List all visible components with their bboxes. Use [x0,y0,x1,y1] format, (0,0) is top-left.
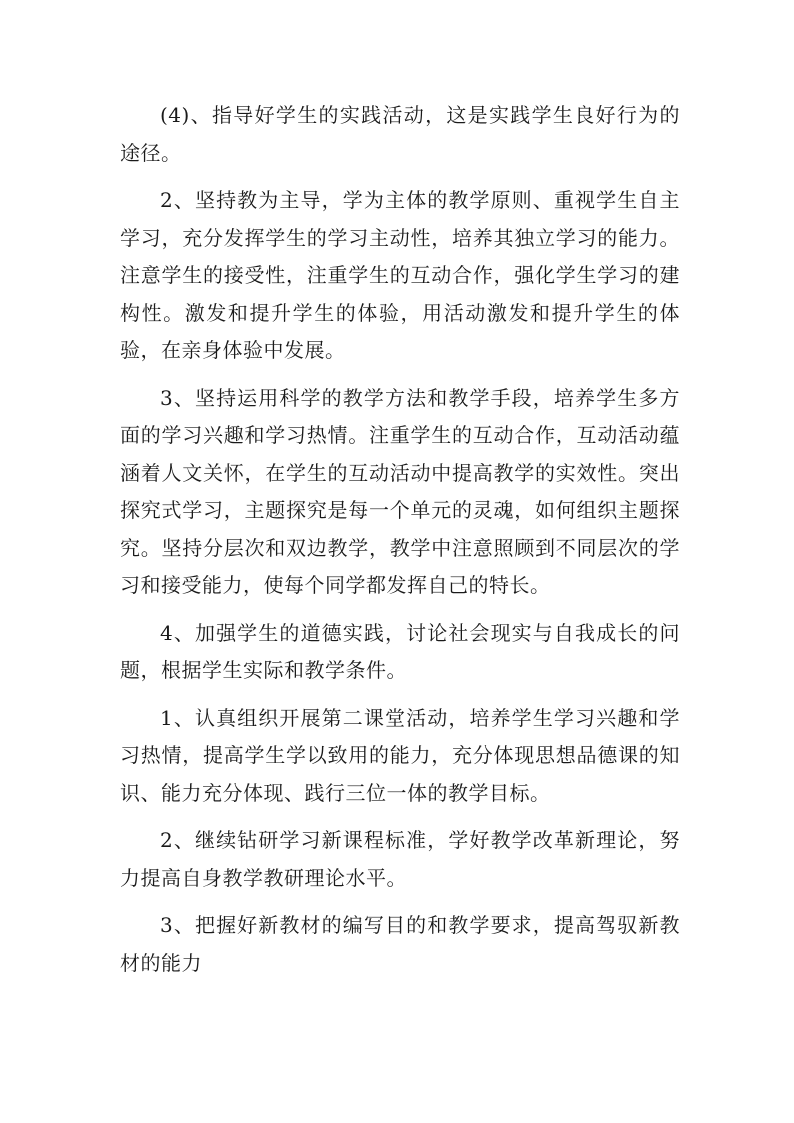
paragraph-new-textbook: 3、把握好新教材的编写目的和教学要求，提高驾驭新教材的能力 [120,913,680,975]
paragraph-moral-practice: 4、加强学生的道德实践，讨论社会现实与自我成长的问题，根据学生实际和教学条件。 [120,620,680,682]
paragraph-practice-activities: (4)、指导好学生的实践活动，这是实践学生良好行为的途径。 [120,103,680,165]
paragraph-second-classroom: 1、认真组织开展第二课堂活动，培养学生学习兴趣和学习热情，提高学生学以致用的能力，充分体现思想品德课的知识、能力充分体现、践行三位一体的教学目标。 [120,705,680,805]
paragraph-teaching-methods: 3、坚持运用科学的教学方法和教学手段，培养学生多方面的学习兴趣和学习热情。注重学生的互动合作，互动活动蕴涵着人文关怀，在学生的互动活动中提高教学的实效性。突出探究式学习，主题探究是每一个单元的灵魂，如何组织主题探究。坚持分层次和双边教学，教学中注意照顾到不同层次的学习和接受能力，使每个同学都发挥自己的特长。 [120,385,680,597]
paragraph-curriculum-study: 2、继续钻研学习新课程标准，学好教学改革新理论，努力提高自身教学教研理论水平。 [120,828,680,890]
paragraph-teaching-principle: 2、坚持教为主导，学为主体的教学原则、重视学生自主学习，充分发挥学生的学习主动性，培养其独立学习的能力。注意学生的接受性，注重学生的互动合作，强化学生学习的建构性。激发和提升学生的体验，用活动激发和提升学生的体验，在亲身体验中发展。 [120,188,680,362]
document-body [120,97,680,992]
